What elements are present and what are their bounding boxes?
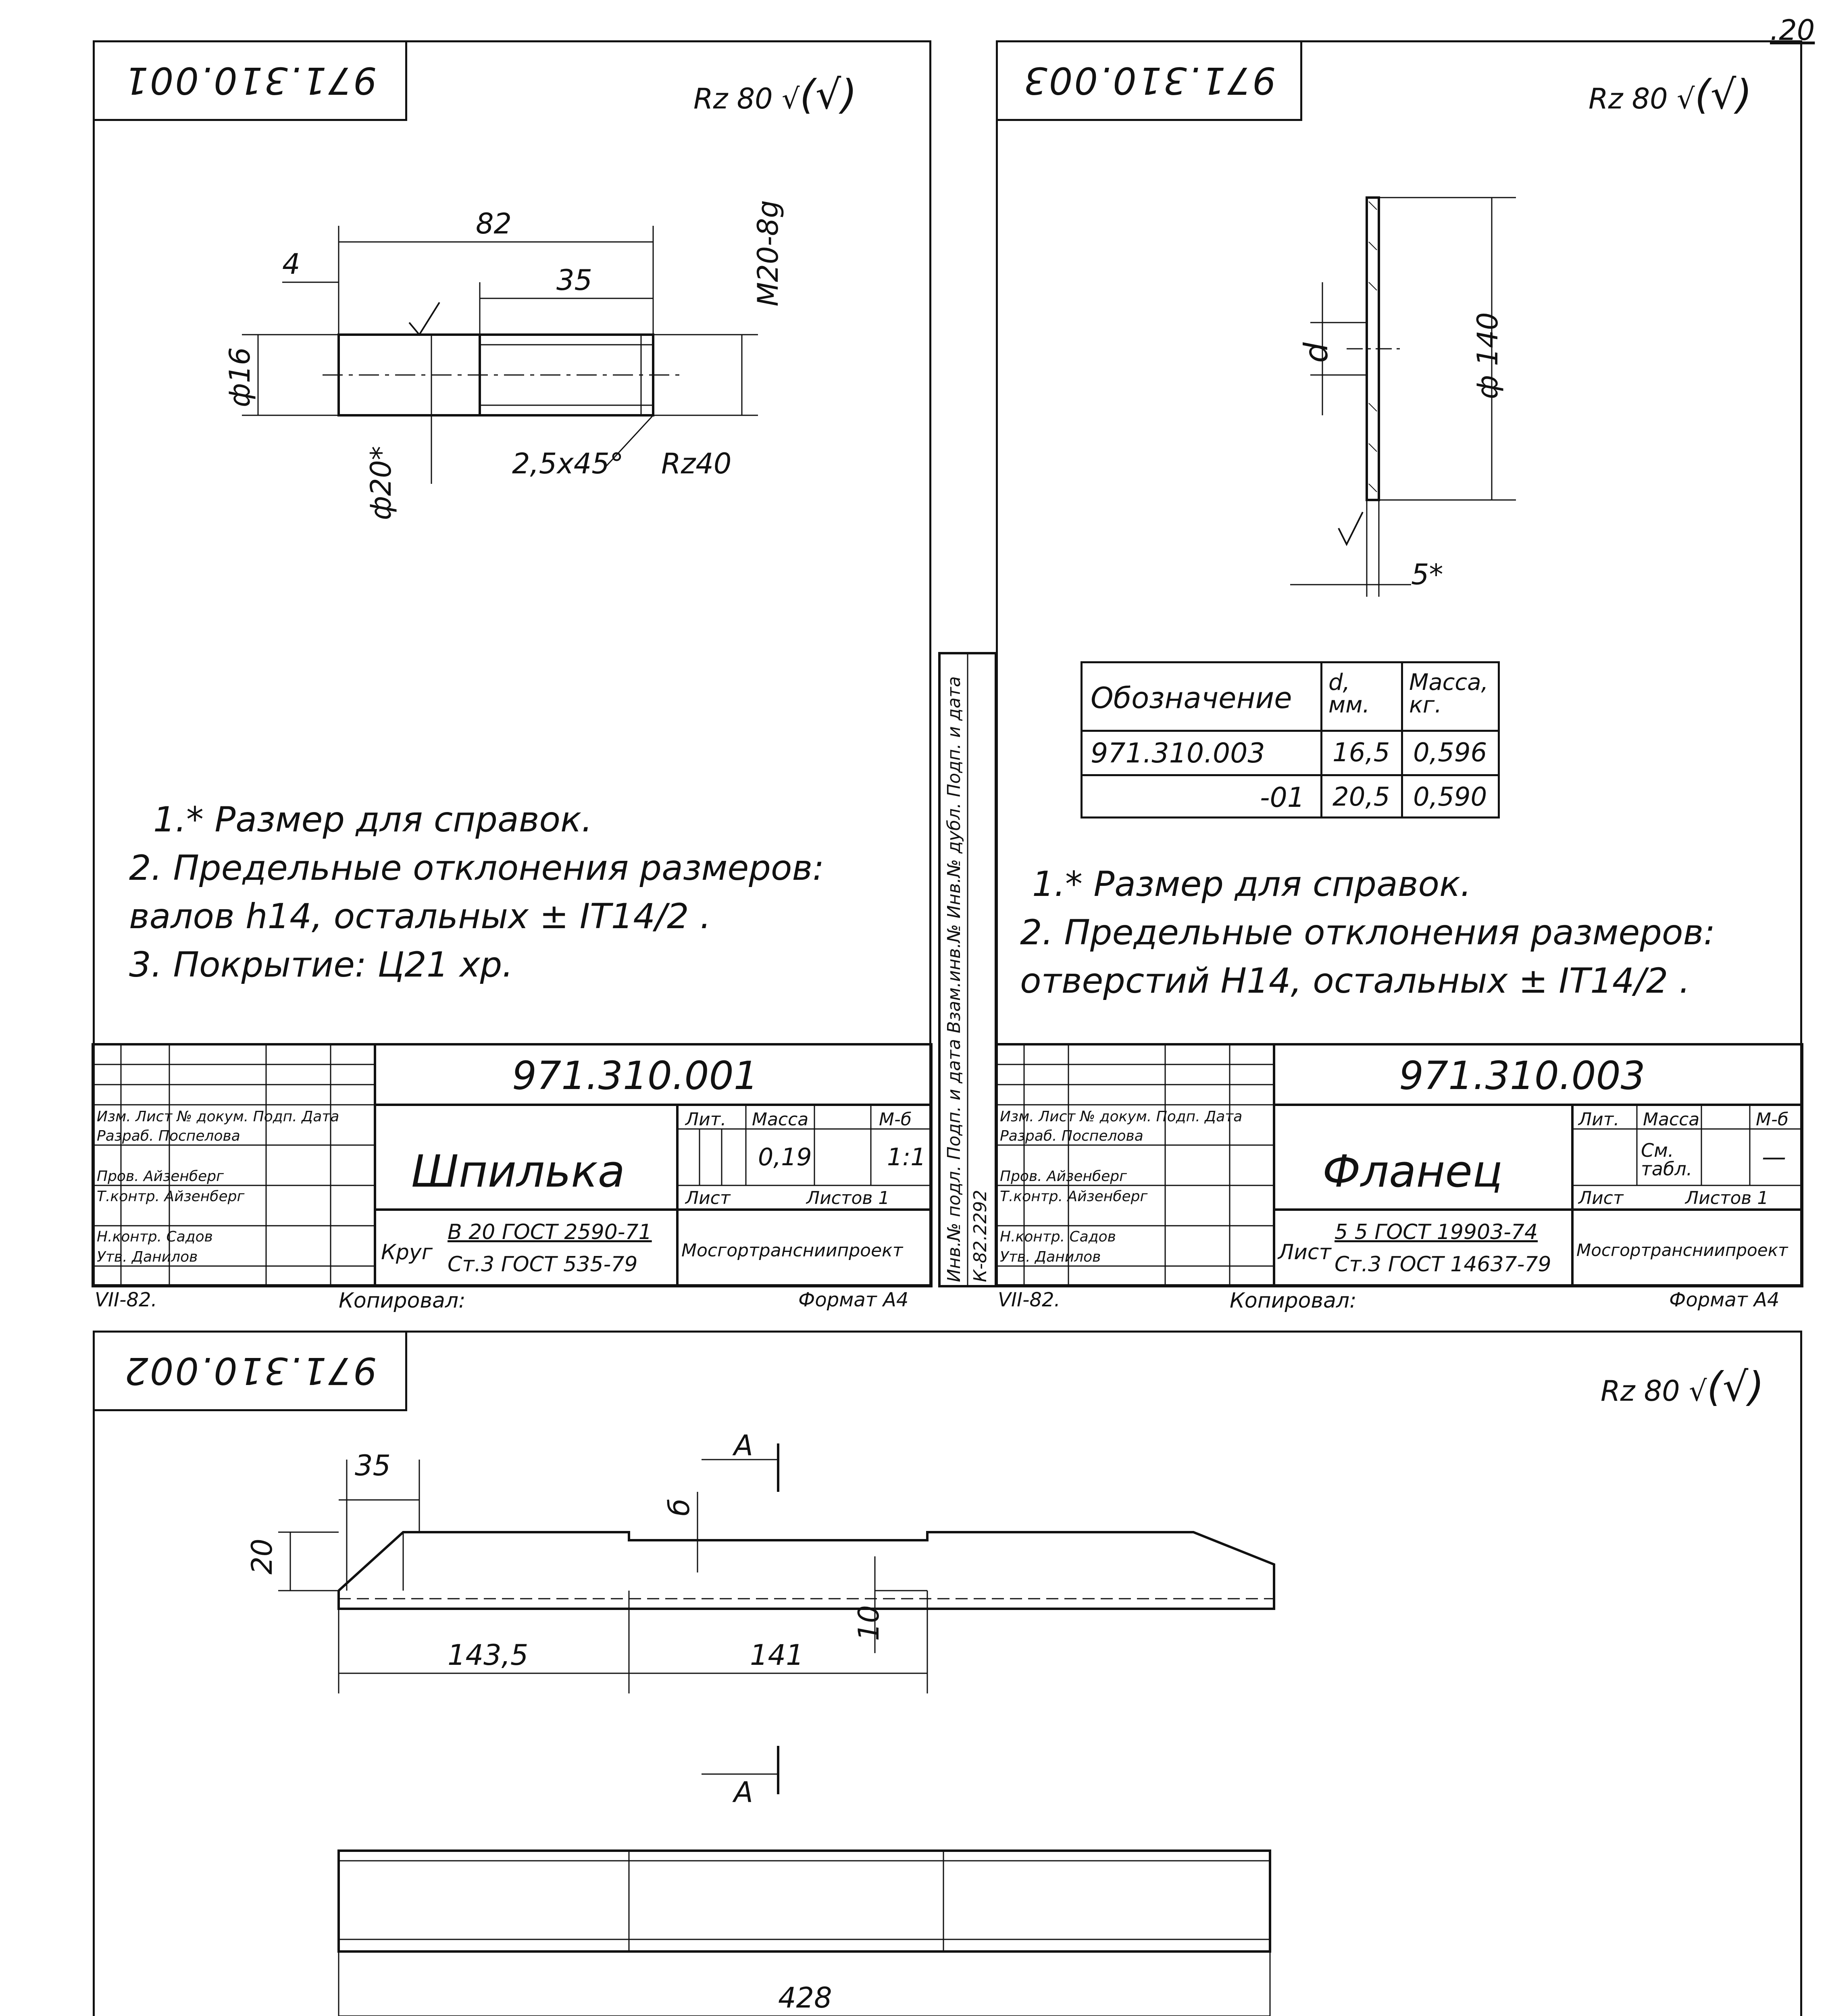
sheet1-tb-scale: 1:1 — [887, 1143, 926, 1171]
sheet2-tb-sheet: Лист — [1578, 1188, 1624, 1208]
sheet2-tb-row-4: Н.контр. Садов — [1000, 1229, 1116, 1245]
page-number: .20 — [1770, 14, 1815, 47]
sheet1-tb-row-4: Н.контр. Садов — [97, 1229, 213, 1245]
spec-row-2-d: 20,5 — [1332, 782, 1390, 812]
sheet1-dim-thread: M20-8g — [752, 200, 785, 306]
sheet2-note-3: отверстий H14, остальных ± IT14/2 . — [1020, 961, 1690, 1001]
sheet1-note-2: 2. Предельные отклонения размеров: — [129, 848, 824, 888]
sheet2-tb-sheets: Листов 1 — [1685, 1188, 1769, 1208]
sheet2-dim-d: d — [1297, 342, 1335, 363]
spec-header-mass: Масса, кг. — [1409, 669, 1489, 718]
sheet2-tb-mass-h: Масса — [1643, 1109, 1700, 1130]
spec-row-1-designation: 971.310.003 — [1091, 737, 1265, 769]
sheet2-tb-material-1: 5 5 ГОСТ 19903-74 — [1335, 1220, 1538, 1244]
sheet2-tb-row-1: Разраб. Поспелова — [1000, 1128, 1143, 1144]
sheet1-tb-name: Шпилька — [411, 1145, 625, 1197]
spec-row-2-mass: 0,590 — [1413, 782, 1487, 812]
sheet2-tb-scale-h: М-б — [1756, 1109, 1788, 1130]
sheet1-tb-sheets: Листов 1 — [806, 1188, 890, 1208]
sheet1-dim-dia-collar: ф20* — [364, 446, 398, 520]
sheet2-inv-number: К-82.2292 — [970, 1189, 991, 1282]
sheet1-tb-sheet: Лист — [685, 1188, 731, 1208]
sheet1-dim-dia-shank: ф16 — [223, 347, 256, 407]
sheet2-spec-table — [1081, 661, 1500, 818]
sheet3-stamp: 971.310.002 — [93, 1331, 407, 1411]
sheet1-tb-org: Мосгортрансниипроект — [681, 1240, 903, 1261]
sheet1-tb-date: VII-82. — [95, 1289, 157, 1311]
sheet2-tb-designation: 971.310.003 — [1399, 1053, 1645, 1098]
sheet3-dim-hole: б — [663, 1498, 696, 1516]
sheet2-tb-scale: — — [1762, 1143, 1786, 1171]
sheet1-tb-mass-h: Масса — [752, 1109, 809, 1130]
sheet1-tb-mass: 0,19 — [758, 1143, 812, 1171]
sheet-971-310-002-frame — [93, 1331, 1802, 2016]
spec-row-2-designation: -01 — [1260, 782, 1305, 814]
sheet2-roughness: Rz 80 √(√) — [1589, 71, 1752, 118]
sheet1-tb-material-label: Круг — [381, 1240, 433, 1264]
sheet2-tb-copied: Копировал: — [1230, 1289, 1357, 1313]
sheet1-roughness: Rz 80 √(√) — [693, 71, 857, 118]
sheet1-tb-row-2: Пров. Айзенберг — [97, 1168, 224, 1185]
sheet3-dim-h: 20 — [246, 1538, 279, 1574]
sheet2-tb-org: Мосгортрансниипроект — [1576, 1240, 1788, 1260]
spec-row-1-d: 16,5 — [1332, 738, 1390, 768]
sheet2-dim-dia: ф 140 — [1471, 312, 1504, 399]
sheet2-tb-row-2: Пров. Айзенберг — [1000, 1168, 1127, 1185]
sheet3-dim-total: 428 — [778, 1981, 832, 2014]
sheet1-tb-format: Формат А4 — [798, 1289, 909, 1311]
spec-header-designation: Обозначение — [1091, 681, 1292, 715]
sheet2-dim-thk: 5* — [1411, 558, 1443, 591]
sheet3-roughness: Rz 80 √(√) — [1601, 1363, 1764, 1410]
sheet2-tb-date: VII-82. — [998, 1289, 1060, 1311]
sheet1-dim-chamfer-len: 4 — [282, 248, 300, 281]
sheet2-tb-row-5: Утв. Данилов — [1000, 1249, 1101, 1265]
sheet2-tb-format: Формат А4 — [1669, 1289, 1780, 1311]
spec-header-d: d, мм. — [1328, 669, 1370, 718]
sheet1-stamp: 971.310.001 — [93, 40, 407, 121]
sheet3-dim-depth: 10 — [852, 1605, 885, 1641]
sheet1-note-1: 1.* Размер для справок. — [153, 800, 593, 840]
sheet3-section-mark-top: А — [734, 1429, 753, 1462]
sheet2-stamp: 971.310.003 — [996, 40, 1302, 121]
sheet2-tb-material-label: Лист — [1278, 1240, 1331, 1264]
sheet1-tb-designation: 971.310.001 — [512, 1053, 758, 1098]
sheet1-dim-len-total: 82 — [476, 207, 512, 240]
sheet1-dim-rz: Rz40 — [661, 447, 732, 480]
sheet1-tb-material-1: В 20 ГОСТ 2590-71 — [448, 1220, 652, 1244]
sheet3-section-mark-bottom: А — [734, 1776, 753, 1809]
sheet2-side-strip: Инв.№ подл. Подп. и дата Взам.инв.№ Инв.№ дубл. Подп. и дата — [944, 676, 964, 1282]
sheet2-tb-mass: См. табл. — [1641, 1139, 1693, 1180]
spec-row-1-mass: 0,596 — [1413, 738, 1487, 768]
sheet1-tb-row-0: Изм. Лист № докум. Подп. Дата — [97, 1108, 339, 1125]
sheet2-note-2: 2. Предельные отклонения размеров: — [1020, 912, 1716, 953]
sheet1-tb-row-1: Разраб. Поспелова — [97, 1128, 240, 1144]
sheet1-tb-lit: Лит. — [685, 1109, 727, 1130]
sheet1-dim-len-thread: 35 — [556, 264, 593, 297]
sheet1-tb-row-5: Утв. Данилов — [97, 1249, 198, 1265]
sheet2-tb-row-3: Т.контр. Айзенберг — [1000, 1188, 1148, 1205]
sheet2-note-1: 1.* Размер для справок. — [1032, 864, 1472, 904]
sheet3-dim-end: 35 — [355, 1449, 391, 1482]
sheet1-tb-scale-h: М-б — [879, 1109, 912, 1130]
sheet1-note-3: валов h14, остальных ± IT14/2 . — [129, 896, 711, 937]
sheet1-tb-row-3: Т.контр. Айзенберг — [97, 1188, 245, 1205]
sheet1-dim-chamfer: 2,5x45° — [512, 447, 624, 480]
sheet-971-310-001-frame — [93, 40, 931, 1286]
sheet2-tb-material-2: Ст.3 ГОСТ 14637-79 — [1335, 1252, 1551, 1277]
sheet1-tb-material-2: Ст.3 ГОСТ 535-79 — [448, 1252, 638, 1277]
sheet3-dim-mid: 141 — [750, 1639, 804, 1672]
sheet1-note-4: 3. Покрытие: Ц21 хр. — [129, 945, 513, 985]
sheet3-dim-left: 143,5 — [448, 1639, 529, 1672]
sheet1-tb-copied: Копировал: — [339, 1289, 466, 1313]
sheet2-tb-name: Фланец — [1322, 1145, 1503, 1197]
sheet2-tb-lit: Лит. — [1578, 1109, 1620, 1130]
sheet2-tb-row-0: Изм. Лист № докум. Подп. Дата — [1000, 1108, 1243, 1125]
